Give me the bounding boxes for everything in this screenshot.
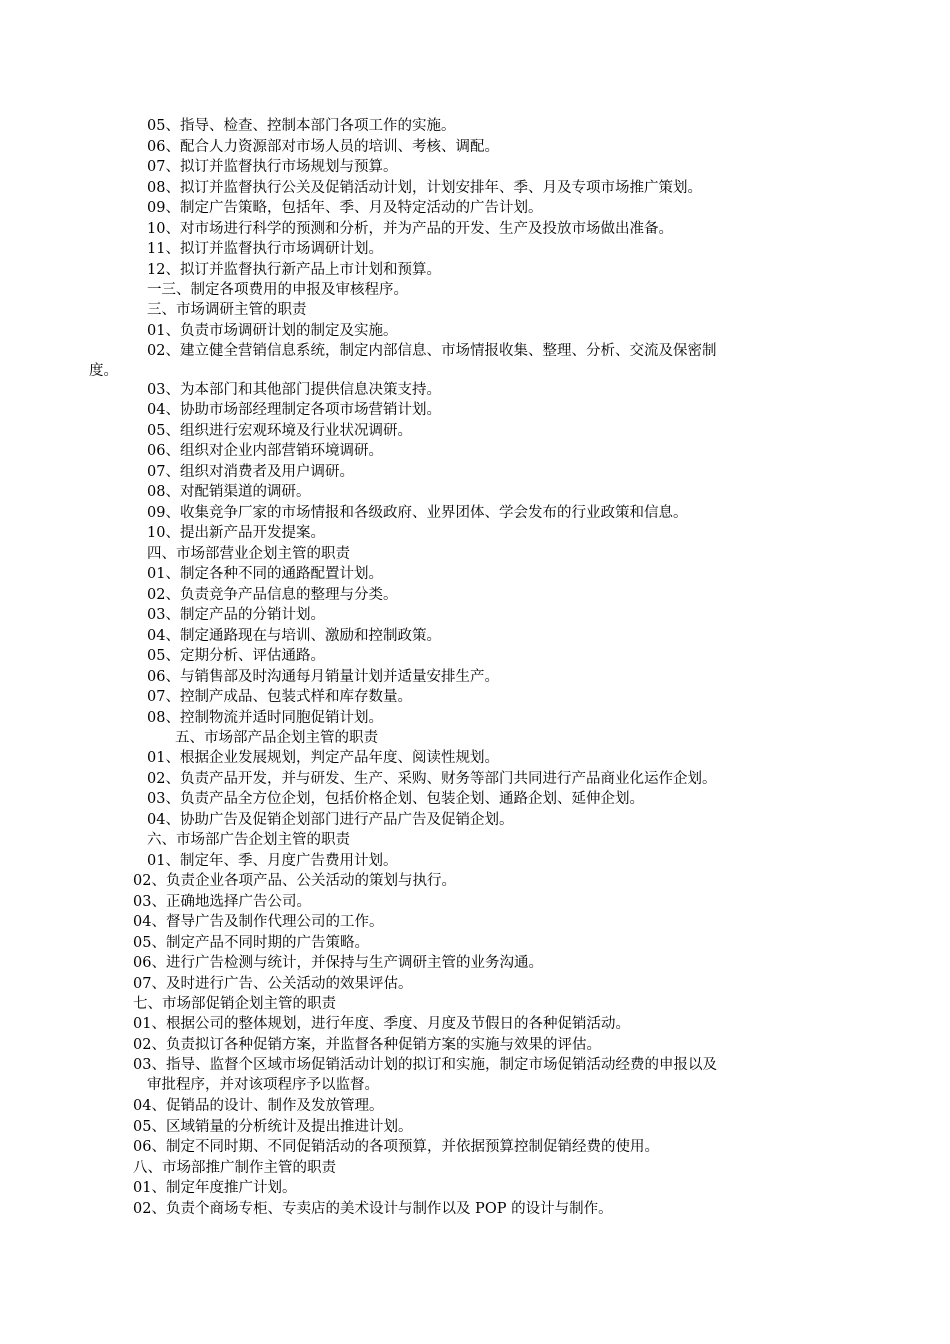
text-line: 11、拟订并监督执行市场调研计划。 <box>147 241 383 257</box>
text-line: 03、指导、监督个区域市场促销活动计划的拟订和实施，制定市场促销活动经费的申报以及 <box>133 1057 717 1073</box>
text-line: 03、为本部门和其他部门提供信息决策支持。 <box>147 382 441 398</box>
text-line: 度。 <box>89 363 118 379</box>
text-line: 07、及时进行广告、公关活动的效果评估。 <box>133 976 413 992</box>
section-heading: 八、市场部推广制作主管的职责 <box>133 1160 336 1176</box>
text-line: 09、收集竞争厂家的市场情报和各级政府、业界团体、学会发布的行业政策和信息。 <box>147 505 688 521</box>
text-line: 04、督导广告及制作代理公司的工作。 <box>133 914 384 930</box>
text-line: 08、拟订并监督执行公关及促销活动计划，计划安排年、季、月及专项市场推广策划。 <box>147 180 702 196</box>
text-line: 06、进行广告检测与统计，并保持与生产调研主管的业务沟通。 <box>133 955 543 971</box>
section-heading: 七、市场部促销企划主管的职责 <box>133 996 336 1012</box>
text-line: 05、组织进行宏观环境及行业状况调研。 <box>147 423 412 439</box>
text-line: 04、协助广告及促销企划部门进行产品广告及促销企划。 <box>147 812 514 828</box>
text-line: 01、根据企业发展规划，判定产品年度、阅读性规划。 <box>147 750 499 766</box>
text-line: 01、制定各种不同的通路配置计划。 <box>147 566 383 582</box>
text-line: 06、组织对企业内部营销环境调研。 <box>147 443 383 459</box>
text-line: 06、制定不同时期、不同促销活动的各项预算，并依据预算控制促销经费的使用。 <box>133 1139 659 1155</box>
text-line: 05、制定产品不同时期的广告策略。 <box>133 935 369 951</box>
text-line: 一三、制定各项费用的申报及审核程序。 <box>147 282 408 298</box>
text-line: 02、负责拟订各种促销方案，并监督各种促销方案的实施与效果的评估。 <box>133 1037 601 1053</box>
text-line: 02、负责个商场专柜、专卖店的美术设计与制作以及 POP 的设计与制作。 <box>133 1201 613 1217</box>
section-heading: 六、市场部广告企划主管的职责 <box>147 832 350 848</box>
text-line: 02、负责产品开发，并与研发、生产、采购、财务等部门共同进行产品商业化运作企划。 <box>147 771 717 787</box>
text-line: 10、提出新产品开发提案。 <box>147 525 325 541</box>
text-line: 02、负责企业各项产品、公关活动的策划与执行。 <box>133 873 456 889</box>
text-line: 12、拟订并监督执行新产品上市计划和预算。 <box>147 262 441 278</box>
text-line: 08、控制物流并适时同胞促销计划。 <box>147 710 383 726</box>
text-line: 03、正确地选择广告公司。 <box>133 894 311 910</box>
text-line: 07、组织对消费者及用户调研。 <box>147 464 354 480</box>
text-line: 07、控制产成品、包装式样和库存数量。 <box>147 689 412 705</box>
text-line: 02、建立健全营销信息系统，制定内部信息、市场情报收集、整理、分析、交流及保密制 <box>147 343 717 359</box>
text-line: 03、制定产品的分销计划。 <box>147 607 325 623</box>
text-line: 08、对配销渠道的调研。 <box>147 484 311 500</box>
text-line: 02、负责竞争产品信息的整理与分类。 <box>147 587 398 603</box>
text-line: 01、制定年、季、月度广告费用计划。 <box>147 853 398 869</box>
text-line: 06、与销售部及时沟通每月销量计划并适量安排生产。 <box>147 669 499 685</box>
text-line: 05、定期分析、评估通路。 <box>147 648 325 664</box>
section-heading: 五、市场部产品企划主管的职责 <box>175 730 378 746</box>
text-line: 05、指导、检查、控制本部门各项工作的实施。 <box>147 118 456 134</box>
text-line: 10、对市场进行科学的预测和分析，并为产品的开发、生产及投放市场做出准备。 <box>147 221 673 237</box>
section-heading: 三、市场调研主管的职责 <box>147 302 307 318</box>
section-heading: 四、市场部营业企划主管的职责 <box>147 546 350 562</box>
text-line: 03、负责产品全方位企划，包括价格企划、包装企划、通路企划、延伸企划。 <box>147 791 644 807</box>
text-line: 01、制定年度推广计划。 <box>133 1180 297 1196</box>
text-line: 审批程序，并对该项程序予以监督。 <box>147 1077 379 1093</box>
text-line: 09、制定广告策略，包括年、季、月及特定活动的广告计划。 <box>147 200 543 216</box>
text-line: 04、协助市场部经理制定各项市场营销计划。 <box>147 402 441 418</box>
text-line: 04、促销品的设计、制作及发放管理。 <box>133 1098 384 1114</box>
text-line: 05、区域销量的分析统计及提出推进计划。 <box>133 1119 413 1135</box>
text-line: 04、制定通路现在与培训、激励和控制政策。 <box>147 628 441 644</box>
text-line: 01、根据公司的整体规划，进行年度、季度、月度及节假日的各种促销活动。 <box>133 1016 630 1032</box>
text-line: 07、拟订并监督执行市场规划与预算。 <box>147 159 398 175</box>
text-line: 06、配合人力资源部对市场人员的培训、考核、调配。 <box>147 139 499 155</box>
text-line: 01、负责市场调研计划的制定及实施。 <box>147 323 398 339</box>
